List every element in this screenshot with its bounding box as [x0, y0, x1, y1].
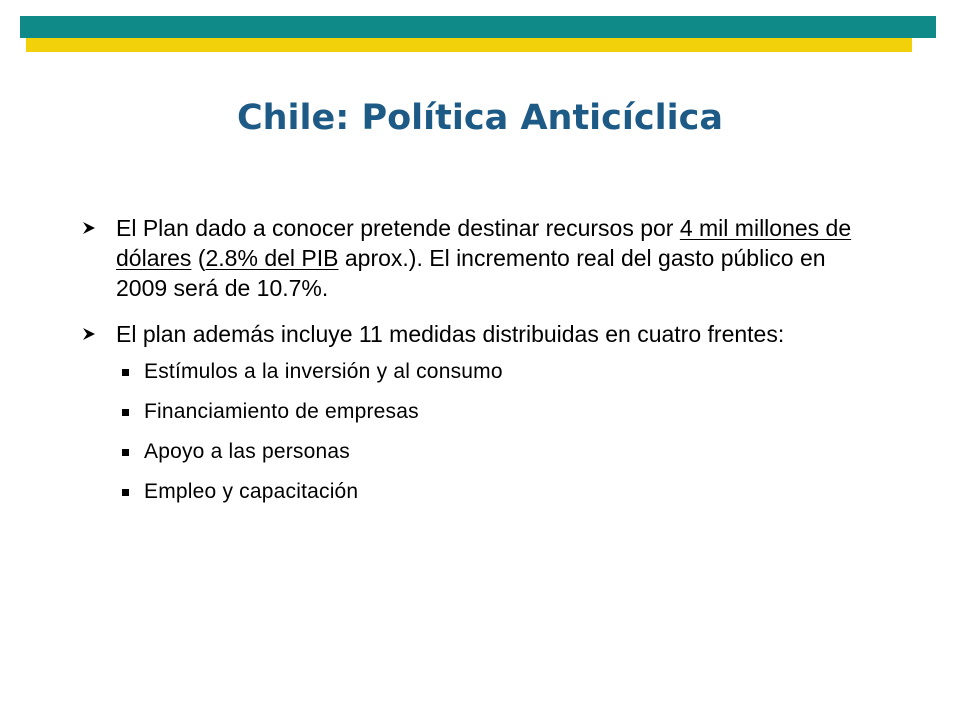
square-bullet-icon — [122, 409, 129, 416]
square-bullet-icon — [122, 489, 129, 496]
sub-item-empleo: Empleo y capacitación — [116, 479, 882, 505]
bullet-measures-text: El plan además incluye 11 medidas distribuidas en cuatro frentes: — [116, 321, 785, 347]
slide-title: Chile: Política Anticíclica — [236, 98, 724, 138]
sub-item-apoyo: Apoyo a las personas — [116, 439, 882, 465]
underlined-amount: 4 mil millones de dólares — [116, 215, 852, 271]
underlined-pib: 2.8% del PIB — [205, 245, 339, 271]
square-bullet-icon — [122, 449, 129, 456]
bullet-plan — [82, 213, 882, 303]
bullet-measures — [82, 319, 882, 505]
sub-item-estimulos: Estímulos a la inversión y al consumo — [116, 359, 882, 385]
arrowhead-bullet-icon — [82, 221, 96, 235]
bullet-plan-text: El Plan dado a conocer pretende destinar recursos por 4 mil millones de dólares (2.8% del PIB aprox.). El incremento real del gasto público en 2009 será de 10.7%. — [116, 215, 852, 301]
header-yellow-bar — [26, 38, 912, 52]
sub-item-financiamiento: Financiamiento de empresas — [116, 399, 882, 425]
arrowhead-bullet-icon — [82, 327, 96, 341]
bullet-list — [82, 213, 882, 521]
sub-bullet-list — [116, 359, 882, 505]
square-bullet-icon — [122, 369, 129, 376]
header-teal-bar — [20, 16, 936, 38]
